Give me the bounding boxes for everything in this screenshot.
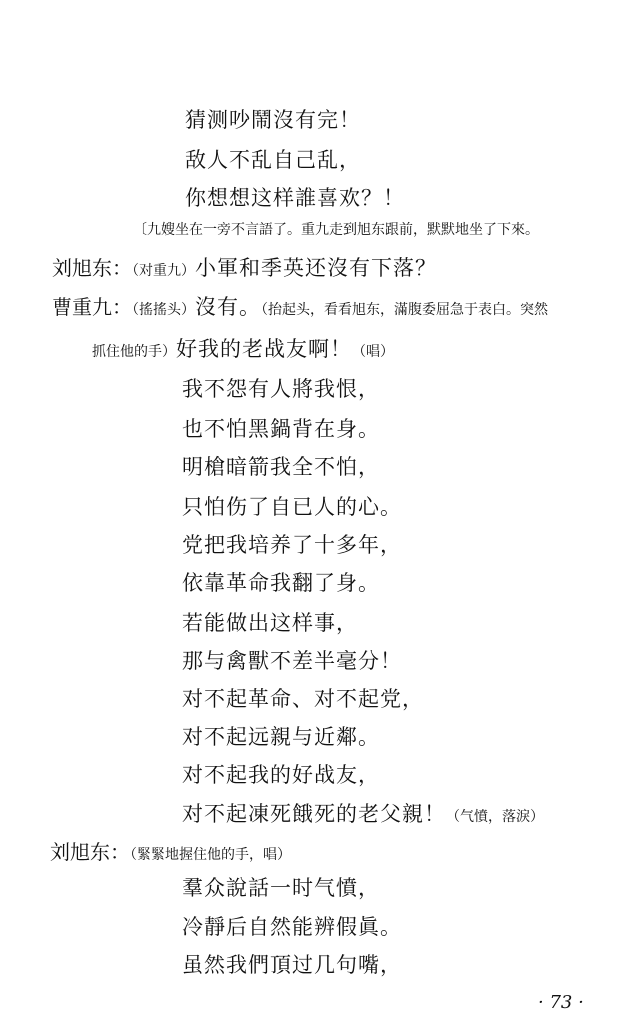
verse-line: 你想想这样誰喜欢？！ xyxy=(185,186,405,210)
stage-direction: （对重九） xyxy=(132,263,195,279)
dialogue-line xyxy=(50,836,291,865)
speaker-name: 刘旭东： xyxy=(52,256,132,280)
verse-line: 敌人不乱自己乱， xyxy=(185,148,361,172)
stage-direction: （緊緊地握住他的手，唱） xyxy=(130,847,291,863)
page-number: · 73 · xyxy=(538,992,584,1013)
dialogue-line xyxy=(52,291,548,321)
speaker-name: 刘旭东： xyxy=(50,840,130,864)
verse-line: 对不起远親与近鄰。 xyxy=(182,725,380,749)
verse-line: 若能做出这样事， xyxy=(182,611,358,635)
verse-line: 依靠革命我翻了身。 xyxy=(182,571,380,595)
verse-line: 只怕伤了自已人的心。 xyxy=(182,495,402,519)
stage-direction: 〔九嫂坐在一旁不言語了。重九走到旭东跟前，默默地坐了下來。 xyxy=(133,222,539,238)
speaker-name: 曹重九： xyxy=(52,295,132,319)
verse-line: 冷靜后自然能辨假眞。 xyxy=(182,915,402,939)
verse-line: 那与禽獸不差半毫分！ xyxy=(182,649,402,673)
stage-direction: （气憤，落淚） xyxy=(446,809,544,825)
verse-line: 羣众說話一时气憤， xyxy=(182,876,380,900)
dialogue-line xyxy=(52,252,437,282)
verse-line: 对不起革命、对不起党， xyxy=(182,687,424,711)
dialogue-text: 小軍和季英还沒有下落？ xyxy=(195,256,437,280)
stage-direction: （抬起头，看看旭东，滿腹委屈急于表白。突然 xyxy=(261,302,548,318)
dialogue-text: 沒有。 xyxy=(195,295,261,319)
dialogue-line xyxy=(92,333,394,363)
verse-line: 党把我培养了十多年， xyxy=(182,533,402,557)
verse-line: 猜测吵鬧沒有完！ xyxy=(185,108,361,132)
stage-direction: （搖搖头） xyxy=(132,302,195,318)
verse-line xyxy=(182,798,544,828)
verse-line: 明槍暗箭我全不怕， xyxy=(182,455,380,479)
verse-line: 我不怨有人將我恨， xyxy=(182,377,380,401)
stage-direction: 抓住他的手） xyxy=(92,344,176,360)
verse-line: 虽然我們頂过几句嘴， xyxy=(182,953,402,977)
stage-direction: （唱） xyxy=(352,344,394,360)
verse-line: 也不怕黑鍋背在身。 xyxy=(182,417,380,441)
dialogue-text: 好我的老战友啊！ xyxy=(176,337,352,361)
verse-text: 对不起凍死餓死的老父親！ xyxy=(182,802,446,826)
verse-line: 对不起我的好战友， xyxy=(182,763,380,787)
